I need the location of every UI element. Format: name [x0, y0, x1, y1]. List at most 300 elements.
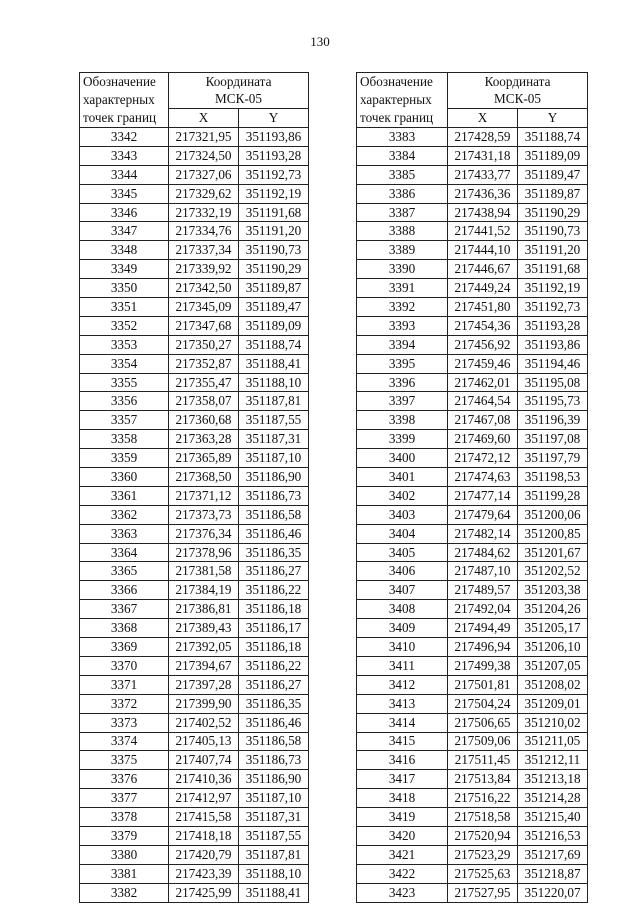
table-row	[80, 562, 309, 581]
table-row	[80, 392, 309, 411]
table-row	[357, 713, 588, 732]
table-row	[357, 751, 588, 770]
table-row	[357, 789, 588, 808]
table-row	[80, 619, 309, 638]
x-coordinate-cell: 217418,18	[169, 826, 239, 845]
point-id-cell: 3373	[80, 713, 169, 732]
point-id-cell: 3377	[80, 789, 169, 808]
coordinate-system: МСК-05	[215, 91, 262, 107]
table-row	[357, 808, 588, 827]
y-coordinate-cell: 351207,05	[518, 656, 588, 675]
y-coordinate-cell: 351202,52	[518, 562, 588, 581]
y-coordinate-cell: 351186,22	[239, 581, 309, 600]
point-id-cell: 3348	[80, 241, 169, 260]
x-coordinate-cell: 217499,38	[448, 656, 518, 675]
y-coordinate-cell: 351186,73	[239, 486, 309, 505]
point-id-cell: 3380	[80, 845, 169, 864]
y-coordinate-cell: 351204,26	[518, 600, 588, 619]
table-row	[357, 335, 588, 354]
point-id-cell: 3344	[80, 165, 169, 184]
table-row	[357, 241, 588, 260]
point-id-cell: 3365	[80, 562, 169, 581]
point-id-cell: 3398	[357, 411, 448, 430]
point-id-cell: 3411	[357, 656, 448, 675]
table-row	[80, 864, 309, 883]
x-coordinate-cell: 217358,07	[169, 392, 239, 411]
table-row	[357, 524, 588, 543]
x-coordinate-cell: 217428,59	[448, 128, 518, 147]
y-coordinate-cell: 351191,68	[239, 203, 309, 222]
y-coordinate-cell: 351186,90	[239, 468, 309, 487]
table-row	[80, 165, 309, 184]
x-coordinate-cell: 217412,97	[169, 789, 239, 808]
y-coordinate-cell: 351186,35	[239, 694, 309, 713]
y-coordinate-cell: 351188,41	[239, 883, 309, 902]
x-coordinate-cell: 217527,95	[448, 883, 518, 902]
point-id-cell: 3408	[357, 600, 448, 619]
x-coordinate-cell: 217516,22	[448, 789, 518, 808]
coordinate-title: Координата	[205, 74, 272, 90]
coordinate-system: МСК-05	[494, 91, 541, 107]
y-coordinate-cell: 351199,28	[518, 486, 588, 505]
designation-header: Обозначение характерных точек границ	[80, 73, 169, 128]
point-id-cell: 3381	[80, 864, 169, 883]
y-coordinate-cell: 351187,81	[239, 392, 309, 411]
x-coordinate-cell: 217454,36	[448, 316, 518, 335]
x-coordinate-cell: 217378,96	[169, 543, 239, 562]
table-row	[80, 128, 309, 147]
y-coordinate-cell: 351187,31	[239, 430, 309, 449]
point-id-cell: 3418	[357, 789, 448, 808]
table-row	[80, 789, 309, 808]
x-coordinate-cell: 217506,65	[448, 713, 518, 732]
table-row	[80, 373, 309, 392]
x-coordinate-cell: 217329,62	[169, 184, 239, 203]
table-row	[80, 486, 309, 505]
table-row	[357, 260, 588, 279]
table-row	[357, 826, 588, 845]
y-coordinate-cell: 351218,87	[518, 864, 588, 883]
y-coordinate-cell: 351186,46	[239, 524, 309, 543]
point-id-cell: 3349	[80, 260, 169, 279]
x-coordinate-cell: 217410,36	[169, 770, 239, 789]
table-row	[80, 524, 309, 543]
point-id-cell: 3364	[80, 543, 169, 562]
x-coordinate-cell: 217376,34	[169, 524, 239, 543]
point-id-cell: 3404	[357, 524, 448, 543]
y-coordinate-cell: 351196,39	[518, 411, 588, 430]
x-coordinate-cell: 217389,43	[169, 619, 239, 638]
table-row	[80, 354, 309, 373]
y-coordinate-cell: 351192,73	[239, 165, 309, 184]
table-row	[80, 430, 309, 449]
table-row	[80, 298, 309, 317]
x-coordinate-cell: 217520,94	[448, 826, 518, 845]
x-coordinate-cell: 217459,46	[448, 354, 518, 373]
y-coordinate-cell: 351186,18	[239, 638, 309, 657]
y-coordinate-cell: 351200,06	[518, 505, 588, 524]
x-coordinate-cell: 217405,13	[169, 732, 239, 751]
table-row	[357, 675, 588, 694]
x-coordinate-cell: 217477,14	[448, 486, 518, 505]
point-id-cell: 3412	[357, 675, 448, 694]
y-coordinate-cell: 351205,17	[518, 619, 588, 638]
y-coordinate-cell: 351188,10	[239, 373, 309, 392]
x-coordinate-cell: 217525,63	[448, 864, 518, 883]
table-row	[357, 373, 588, 392]
point-id-cell: 3421	[357, 845, 448, 864]
table-row	[80, 675, 309, 694]
x-coordinate-cell: 217511,45	[448, 751, 518, 770]
x-coordinate-cell: 217360,68	[169, 411, 239, 430]
point-id-cell: 3376	[80, 770, 169, 789]
y-coordinate-cell: 351212,11	[518, 751, 588, 770]
point-id-cell: 3403	[357, 505, 448, 524]
x-coordinate-cell: 217472,12	[448, 449, 518, 468]
point-id-cell: 3378	[80, 808, 169, 827]
point-id-cell: 3383	[357, 128, 448, 147]
point-id-cell: 3416	[357, 751, 448, 770]
point-id-cell: 3386	[357, 184, 448, 203]
y-coordinate-cell: 351203,38	[518, 581, 588, 600]
table-row	[357, 354, 588, 373]
x-coordinate-cell: 217474,63	[448, 468, 518, 487]
point-id-cell: 3384	[357, 146, 448, 165]
table-row	[80, 751, 309, 770]
y-coordinate-cell: 351210,02	[518, 713, 588, 732]
x-coordinate-cell: 217431,18	[448, 146, 518, 165]
y-coordinate-cell: 351192,19	[239, 184, 309, 203]
x-coordinate-cell: 217504,24	[448, 694, 518, 713]
y-coordinate-cell: 351190,29	[518, 203, 588, 222]
y-coordinate-cell: 351188,10	[239, 864, 309, 883]
point-id-cell: 3419	[357, 808, 448, 827]
y-coordinate-cell: 351187,55	[239, 411, 309, 430]
y-coordinate-cell: 351200,85	[518, 524, 588, 543]
y-coordinate-cell: 351191,68	[518, 260, 588, 279]
x-coordinate-cell: 217334,76	[169, 222, 239, 241]
table-row	[357, 562, 588, 581]
point-id-cell: 3394	[357, 335, 448, 354]
x-coordinate-cell: 217446,67	[448, 260, 518, 279]
x-coordinate-cell: 217363,28	[169, 430, 239, 449]
point-id-cell: 3399	[357, 430, 448, 449]
point-id-cell: 3370	[80, 656, 169, 675]
table-row	[80, 146, 309, 165]
y-coordinate-cell: 351186,18	[239, 600, 309, 619]
point-id-cell: 3354	[80, 354, 169, 373]
table-row	[357, 298, 588, 317]
y-coordinate-cell: 351187,55	[239, 826, 309, 845]
coordinates-rows	[357, 128, 588, 903]
y-coordinate-cell: 351189,09	[239, 316, 309, 335]
y-coordinate-cell: 351216,53	[518, 826, 588, 845]
y-coordinate-cell: 351186,22	[239, 656, 309, 675]
y-coordinate-cell: 351187,81	[239, 845, 309, 864]
x-coordinate-cell: 217365,89	[169, 449, 239, 468]
point-id-cell: 3402	[357, 486, 448, 505]
table-row	[80, 505, 309, 524]
x-coordinate-cell: 217386,81	[169, 600, 239, 619]
x-coordinate-cell: 217469,60	[448, 430, 518, 449]
x-coordinate-cell: 217402,52	[169, 713, 239, 732]
x-coordinate-cell: 217368,50	[169, 468, 239, 487]
y-coordinate-cell: 351190,73	[239, 241, 309, 260]
x-coordinate-cell: 217487,10	[448, 562, 518, 581]
point-id-cell: 3390	[357, 260, 448, 279]
point-id-cell: 3368	[80, 619, 169, 638]
table-row	[80, 600, 309, 619]
point-id-cell: 3379	[80, 826, 169, 845]
x-coordinate-cell: 217327,06	[169, 165, 239, 184]
table-row	[80, 203, 309, 222]
point-id-cell: 3410	[357, 638, 448, 657]
y-coordinate-cell: 351186,17	[239, 619, 309, 638]
y-coordinate-cell: 351206,10	[518, 638, 588, 657]
table-row	[357, 694, 588, 713]
point-id-cell: 3422	[357, 864, 448, 883]
point-id-cell: 3382	[80, 883, 169, 902]
table-row	[357, 770, 588, 789]
point-id-cell: 3423	[357, 883, 448, 902]
designation-header: Обозначение характерных точек границ	[357, 73, 448, 128]
table-row	[80, 335, 309, 354]
y-coordinate-cell: 351198,53	[518, 468, 588, 487]
y-coordinate-cell: 351188,74	[518, 128, 588, 147]
point-id-cell: 3350	[80, 279, 169, 298]
table-row	[80, 845, 309, 864]
y-coordinate-cell: 351189,47	[518, 165, 588, 184]
x-coordinate-cell: 217407,74	[169, 751, 239, 770]
x-coordinate-cell: 217479,64	[448, 505, 518, 524]
x-coordinate-cell: 217350,27	[169, 335, 239, 354]
y-coordinate-cell: 351186,46	[239, 713, 309, 732]
x-coordinate-cell: 217464,54	[448, 392, 518, 411]
x-coordinate-cell: 217381,58	[169, 562, 239, 581]
x-coordinate-cell: 217451,80	[448, 298, 518, 317]
point-id-cell: 3409	[357, 619, 448, 638]
point-id-cell: 3417	[357, 770, 448, 789]
table-row	[80, 883, 309, 902]
coordinates-rows	[80, 128, 309, 903]
y-coordinate-cell: 351188,74	[239, 335, 309, 354]
point-id-cell: 3342	[80, 128, 169, 147]
table-row	[357, 581, 588, 600]
point-id-cell: 3391	[357, 279, 448, 298]
coordinate-header	[448, 73, 588, 109]
table-row	[357, 128, 588, 147]
table-row	[357, 732, 588, 751]
y-coordinate-cell: 351190,73	[518, 222, 588, 241]
table-row	[80, 279, 309, 298]
x-coordinate-cell: 217492,04	[448, 600, 518, 619]
y-coordinate-cell: 351189,87	[239, 279, 309, 298]
point-id-cell: 3405	[357, 543, 448, 562]
point-id-cell: 3353	[80, 335, 169, 354]
point-id-cell: 3388	[357, 222, 448, 241]
point-id-cell: 3375	[80, 751, 169, 770]
coordinates-table-left	[79, 72, 309, 903]
point-id-cell: 3415	[357, 732, 448, 751]
y-coordinate-cell: 351217,69	[518, 845, 588, 864]
x-coordinate-cell: 217484,62	[448, 543, 518, 562]
x-coordinate-cell: 217352,87	[169, 354, 239, 373]
table-row	[357, 316, 588, 335]
y-coordinate-cell: 351188,41	[239, 354, 309, 373]
table-row	[357, 619, 588, 638]
y-coordinate-cell: 351186,90	[239, 770, 309, 789]
table-row	[357, 486, 588, 505]
table-row	[80, 411, 309, 430]
point-id-cell: 3396	[357, 373, 448, 392]
table-row	[80, 184, 309, 203]
x-coordinate-cell: 217355,47	[169, 373, 239, 392]
point-id-cell: 3359	[80, 449, 169, 468]
y-coordinate-cell: 351215,40	[518, 808, 588, 827]
table-row	[357, 184, 588, 203]
y-coordinate-cell: 351189,09	[518, 146, 588, 165]
point-id-cell: 3352	[80, 316, 169, 335]
table-row	[80, 468, 309, 487]
table-row	[357, 165, 588, 184]
table-row	[80, 694, 309, 713]
y-coordinate-cell: 351191,20	[518, 241, 588, 260]
y-coordinate-cell: 351192,73	[518, 298, 588, 317]
point-id-cell: 3395	[357, 354, 448, 373]
table-row	[80, 260, 309, 279]
x-coordinate-cell: 217384,19	[169, 581, 239, 600]
y-coordinate-cell: 351208,02	[518, 675, 588, 694]
x-coordinate-cell: 217496,94	[448, 638, 518, 657]
x-coordinate-cell: 217347,68	[169, 316, 239, 335]
x-coordinate-cell: 217337,34	[169, 241, 239, 260]
x-coordinate-cell: 217425,99	[169, 883, 239, 902]
x-coordinate-cell: 217444,10	[448, 241, 518, 260]
point-id-cell: 3406	[357, 562, 448, 581]
table-row	[357, 656, 588, 675]
coordinates-table-right	[356, 72, 588, 903]
y-coordinate-cell: 351193,28	[239, 146, 309, 165]
table-row	[80, 808, 309, 827]
point-id-cell: 3360	[80, 468, 169, 487]
y-coordinate-cell: 351193,86	[239, 128, 309, 147]
table-row	[357, 411, 588, 430]
y-coordinate-cell: 351187,10	[239, 789, 309, 808]
table-row	[80, 713, 309, 732]
x-coordinate-cell: 217513,84	[448, 770, 518, 789]
y-coordinate-cell: 351197,08	[518, 430, 588, 449]
point-id-cell: 3385	[357, 165, 448, 184]
table-row	[357, 146, 588, 165]
y-coordinate-cell: 351193,86	[518, 335, 588, 354]
table-row	[357, 638, 588, 657]
table-row	[80, 581, 309, 600]
x-coordinate-cell: 217420,79	[169, 845, 239, 864]
y-coordinate-cell: 351187,10	[239, 449, 309, 468]
point-id-cell: 3363	[80, 524, 169, 543]
table-row	[80, 449, 309, 468]
table-row	[357, 883, 588, 902]
y-coordinate-cell: 351189,47	[239, 298, 309, 317]
x-coordinate-cell: 217482,14	[448, 524, 518, 543]
point-id-cell: 3362	[80, 505, 169, 524]
x-coordinate-cell: 217501,81	[448, 675, 518, 694]
table-row	[80, 732, 309, 751]
table-row	[80, 222, 309, 241]
table-row	[357, 600, 588, 619]
x-coordinate-cell: 217397,28	[169, 675, 239, 694]
y-coordinate-cell: 351187,31	[239, 808, 309, 827]
point-id-cell: 3366	[80, 581, 169, 600]
point-id-cell: 3372	[80, 694, 169, 713]
y-coordinate-cell: 351186,73	[239, 751, 309, 770]
x-coordinate-cell: 217438,94	[448, 203, 518, 222]
point-id-cell: 3374	[80, 732, 169, 751]
point-id-cell: 3393	[357, 316, 448, 335]
point-id-cell: 3414	[357, 713, 448, 732]
point-id-cell: 3351	[80, 298, 169, 317]
table-row	[357, 279, 588, 298]
table-row	[80, 638, 309, 657]
point-id-cell: 3407	[357, 581, 448, 600]
x-coordinate-cell: 217423,39	[169, 864, 239, 883]
y-coordinate-cell: 351186,58	[239, 732, 309, 751]
table-row	[80, 826, 309, 845]
x-coordinate-cell: 217467,08	[448, 411, 518, 430]
y-coordinate-cell: 351186,58	[239, 505, 309, 524]
point-id-cell: 3357	[80, 411, 169, 430]
x-coordinate-cell: 217518,58	[448, 808, 518, 827]
x-header: X	[169, 108, 239, 127]
point-id-cell: 3347	[80, 222, 169, 241]
x-coordinate-cell: 217394,67	[169, 656, 239, 675]
page-number: 130	[310, 34, 330, 49]
table-row	[80, 316, 309, 335]
y-coordinate-cell: 351195,73	[518, 392, 588, 411]
y-coordinate-cell: 351186,27	[239, 562, 309, 581]
y-coordinate-cell: 351191,20	[239, 222, 309, 241]
x-coordinate-cell: 217373,73	[169, 505, 239, 524]
y-coordinate-cell: 351211,05	[518, 732, 588, 751]
y-coordinate-cell: 351194,46	[518, 354, 588, 373]
table-row	[357, 222, 588, 241]
y-header: Y	[239, 108, 309, 127]
table-row	[357, 505, 588, 524]
point-id-cell: 3400	[357, 449, 448, 468]
x-coordinate-cell: 217509,06	[448, 732, 518, 751]
y-header: Y	[518, 108, 588, 127]
x-coordinate-cell: 217371,12	[169, 486, 239, 505]
x-coordinate-cell: 217399,90	[169, 694, 239, 713]
point-id-cell: 3345	[80, 184, 169, 203]
point-id-cell: 3413	[357, 694, 448, 713]
table-row	[80, 656, 309, 675]
x-coordinate-cell: 217523,29	[448, 845, 518, 864]
table-row	[357, 845, 588, 864]
point-id-cell: 3369	[80, 638, 169, 657]
x-coordinate-cell: 217456,92	[448, 335, 518, 354]
point-id-cell: 3371	[80, 675, 169, 694]
y-coordinate-cell: 351193,28	[518, 316, 588, 335]
point-id-cell: 3346	[80, 203, 169, 222]
point-id-cell: 3361	[80, 486, 169, 505]
y-coordinate-cell: 351192,19	[518, 279, 588, 298]
x-coordinate-cell: 217462,01	[448, 373, 518, 392]
table-row	[80, 241, 309, 260]
point-id-cell: 3343	[80, 146, 169, 165]
y-coordinate-cell: 351195,08	[518, 373, 588, 392]
point-id-cell: 3392	[357, 298, 448, 317]
